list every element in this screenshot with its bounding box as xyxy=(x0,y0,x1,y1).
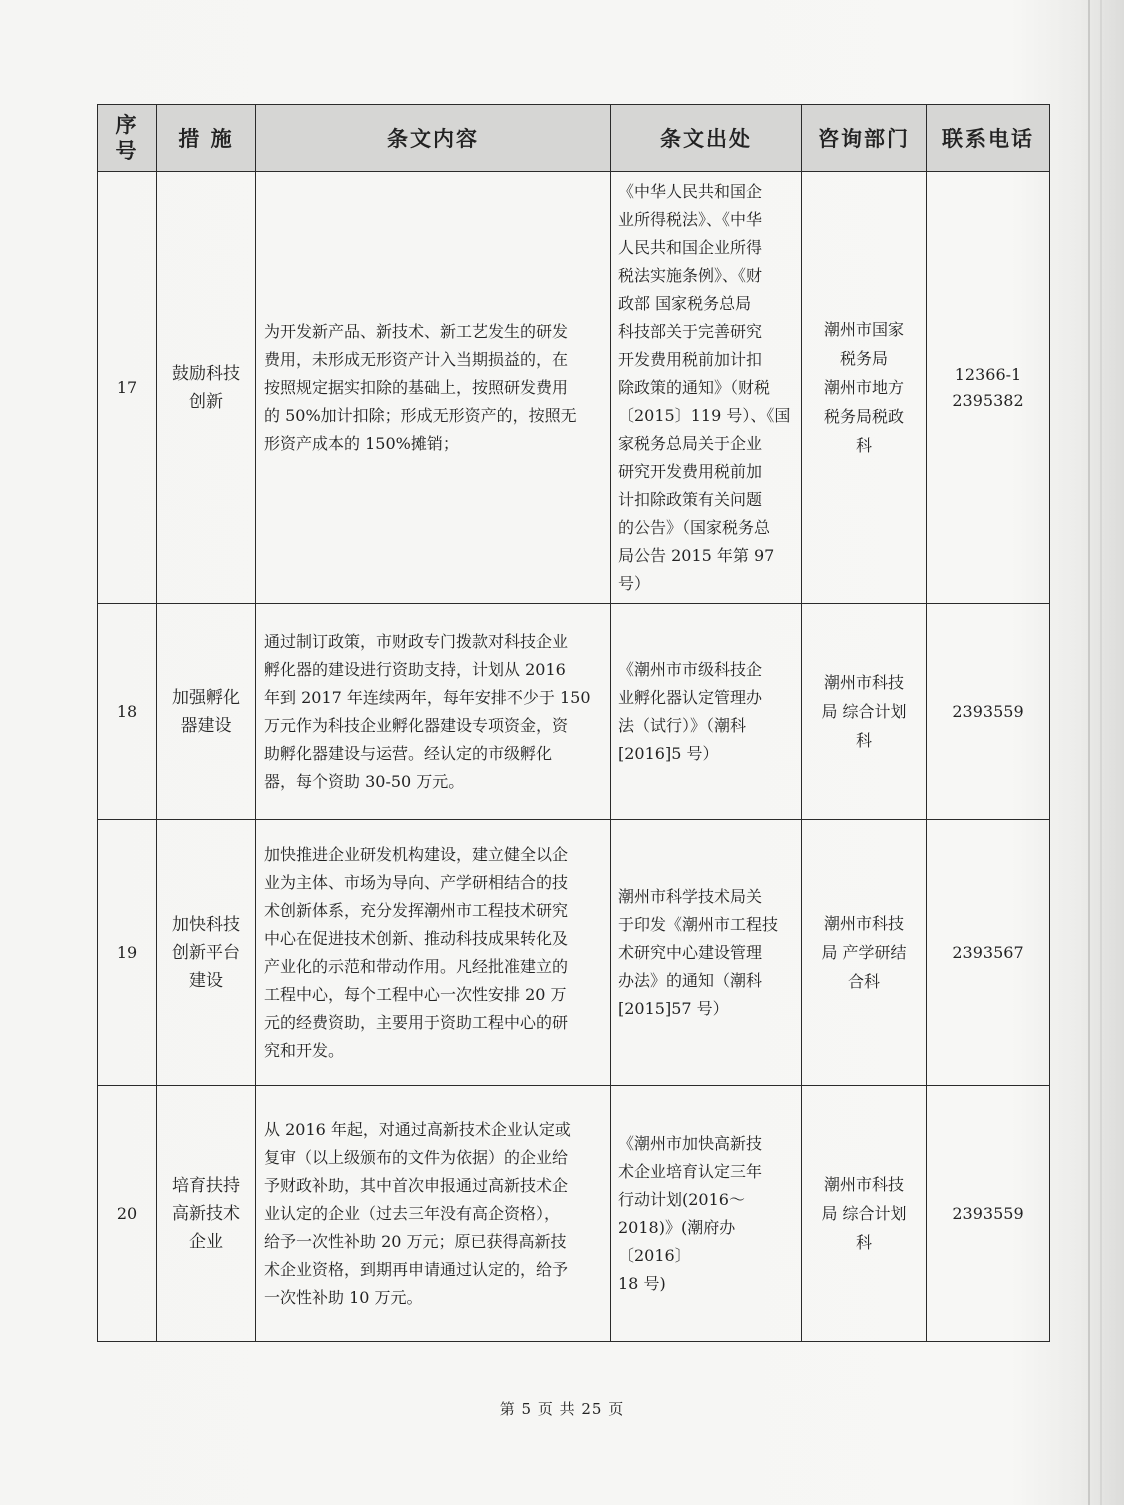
row-content: 加快推进企业研发机构建设，建立健全以企 业为主体、市场为导向、产学研相结合的技 术创新体系，充分发挥潮州市工程技术研究 中心在促进技术创新、推动科技成果转化及 产业化的示范和带动作用。凡经批准建立的 工程中心，每个工程中心一次性安排 20 万 元的经费资助，主要用于资助工程中心的研 究和开发。 xyxy=(256,820,611,1086)
row-dept: 潮州市科技 局 综合计划 科 xyxy=(802,1086,927,1342)
policy-table xyxy=(97,104,1050,1342)
header-measure: 措 施 xyxy=(157,105,256,172)
row-measure: 加快科技 创新平台 建设 xyxy=(157,820,256,1086)
row-source: 《潮州市市级科技企 业孵化器认定管理办 法（试行）》（潮科 [2016]5 号） xyxy=(611,604,802,820)
row-dept: 潮州市科技 局 综合计划 科 xyxy=(802,604,927,820)
row-phone: 2393559 xyxy=(927,1086,1050,1342)
row-source: 潮州市科学技术局关 于印发《潮州市工程技 术研究中心建设管理 办法》的通知（潮科 [2015]57 号） xyxy=(611,820,802,1086)
row-measure: 鼓励科技 创新 xyxy=(157,172,256,604)
header-dept: 咨询部门 xyxy=(802,105,927,172)
table-row xyxy=(98,1086,1050,1342)
row-content: 通过制订政策，市财政专门拨款对科技企业 孵化器的建设进行资助支持，计划从 2016 年到 2017 年连续两年，每年安排不少于 150 万元作为科技企业孵化器建设专项资金，资 助孵化器建设与运营。经认定的市级孵化 器，每个资助 30-50 万元。 xyxy=(256,604,611,820)
row-source: 《潮州市加快高新技 术企业培育认定三年 行动计划(2016～ 2018)》(潮府办〔2016〕 18 号) xyxy=(611,1086,802,1342)
row-number: 17 xyxy=(98,172,157,604)
table-row xyxy=(98,172,1050,604)
row-number: 18 xyxy=(98,604,157,820)
row-content: 从 2016 年起，对通过高新技术企业认定或 复审（以上级颁布的文件为依据）的企业给 予财政补助，其中首次申报通过高新技术企 业认定的企业（过去三年没有高企资格）， 给予一次性补助 20 万元；原已获得高新技 术企业资格，到期再申请通过认定的，给予 一次性补助 10 万元。 xyxy=(256,1086,611,1342)
row-phone: 2393559 xyxy=(927,604,1050,820)
table-header-row xyxy=(98,105,1050,172)
page-footer: 第 5 页 共 25 页 xyxy=(499,1400,625,1418)
row-content: 为开发新产品、新技术、新工艺发生的研发 费用，未形成无形资产计入当期损益的，在 按照规定据实扣除的基础上，按照研发费用 的 50%加计扣除；形成无形资产的，按照无 形资产成本的 150%摊销； xyxy=(256,172,611,604)
row-phone: 2393567 xyxy=(927,820,1050,1086)
page-edge-line xyxy=(1088,0,1090,1505)
header-source: 条文出处 xyxy=(611,105,802,172)
row-dept: 潮州市科技 局 产学研结 合科 xyxy=(802,820,927,1086)
row-source: 《中华人民共和国企 业所得税法》、《中华 人民共和国企业所得 税法实施条例》、《财 政部 国家税务总局 科技部关于完善研究 开发费用税前加计扣 除政策的通知》（财税 〔2015〕119 号）、《国 家税务总局关于企业 研究开发费用税前加 计扣除政策有关问题 的公告》（国家税务总 局公告 2015 年第 97 号） xyxy=(611,172,802,604)
row-measure: 培育扶持 高新技术 企业 xyxy=(157,1086,256,1342)
row-number: 19 xyxy=(98,820,157,1086)
header-phone: 联系电话 xyxy=(927,105,1050,172)
row-phone: 12366-1 2395382 xyxy=(927,172,1050,604)
table-row xyxy=(98,820,1050,1086)
row-dept: 潮州市国家 税务局 潮州市地方 税务局税政 科 xyxy=(802,172,927,604)
header-no: 序 号 xyxy=(98,105,157,172)
header-content: 条文内容 xyxy=(256,105,611,172)
page-edge-line xyxy=(1100,0,1102,1505)
row-number: 20 xyxy=(98,1086,157,1342)
table-row xyxy=(98,604,1050,820)
row-measure: 加强孵化 器建设 xyxy=(157,604,256,820)
